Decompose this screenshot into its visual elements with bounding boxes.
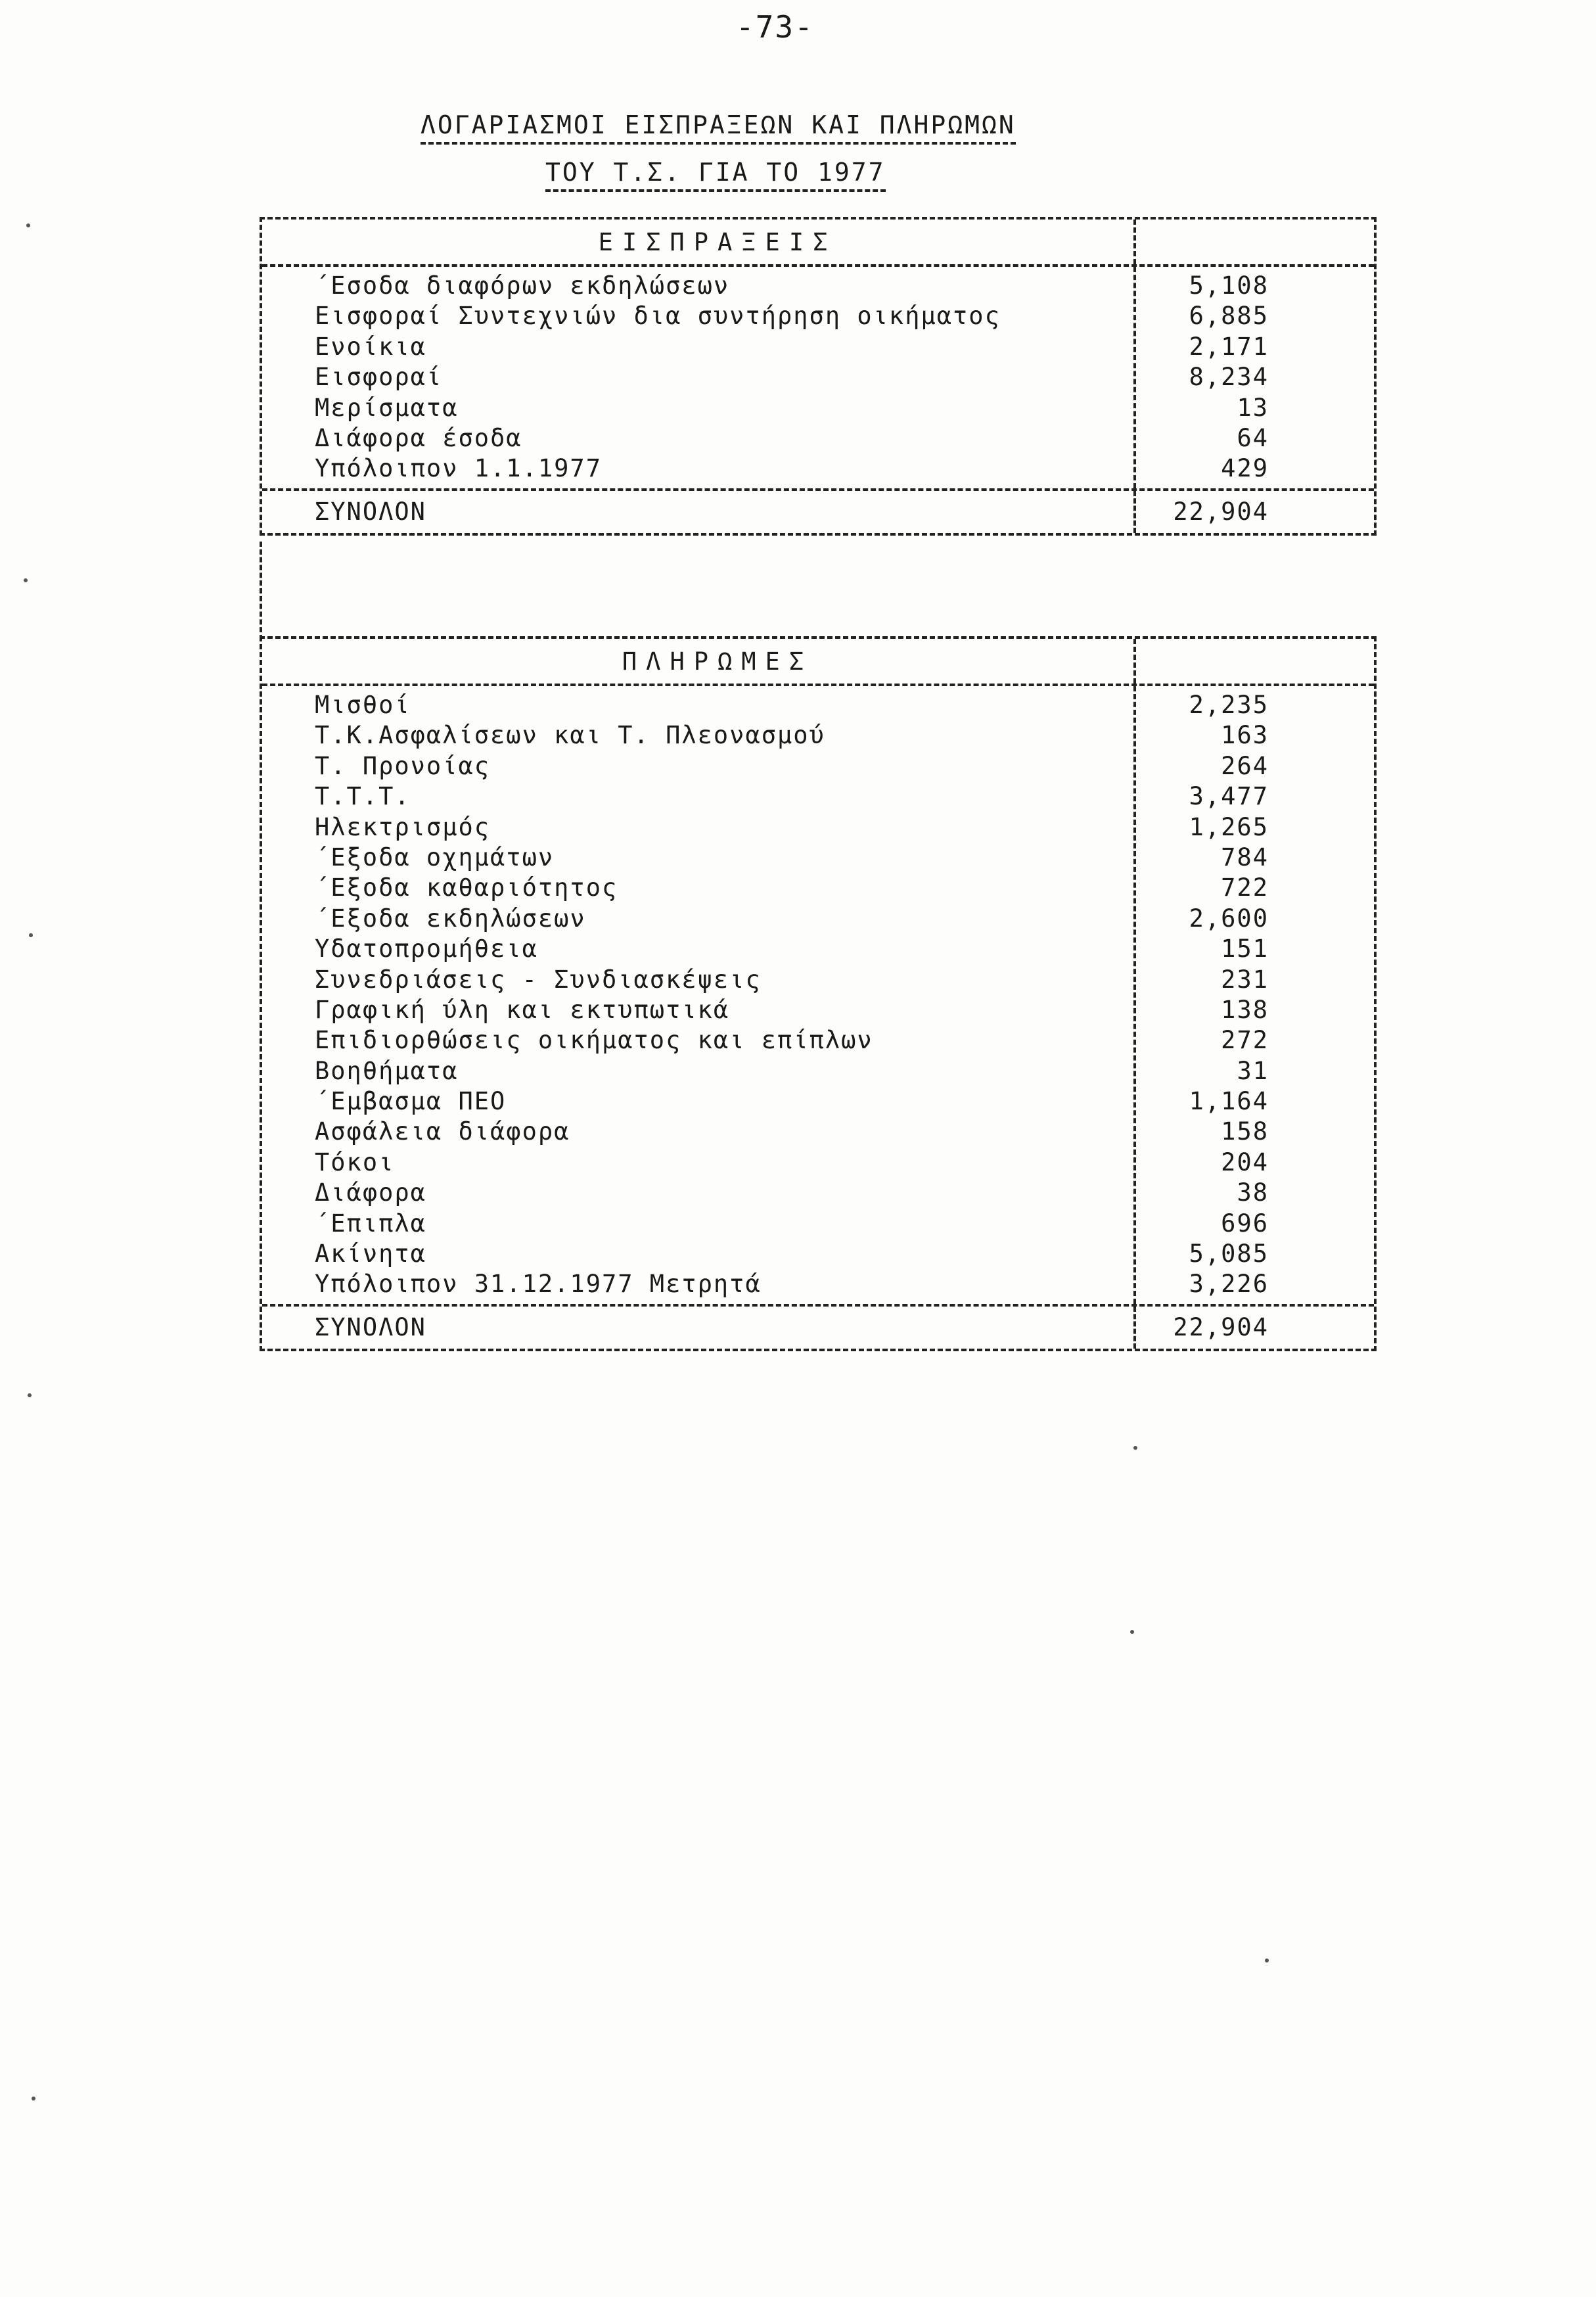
receipts-total-label: ΣΥΝΟΛΟΝ — [262, 491, 1136, 533]
table-row-label: Μερίσματα — [315, 393, 459, 422]
table-row-amount: 722 — [1221, 873, 1269, 902]
scan-speck — [1133, 1446, 1137, 1450]
page-number: -73- — [736, 9, 814, 45]
receipts-header — [262, 220, 1374, 267]
table-row-label: Διάφορα — [315, 1178, 426, 1207]
payments-table — [260, 636, 1377, 1351]
table-row-label: ΄Εξοδα οχημάτων — [315, 843, 555, 871]
scan-speck — [28, 1393, 32, 1397]
table-row-label: Ηλεκτρισμός — [315, 812, 491, 841]
table-row-label: ΄Εμβασμα ΠΕΟ — [315, 1087, 507, 1116]
table-row-label: ΄Εξοδα εκδηλώσεων — [315, 904, 586, 933]
table-row-amount: 2,235 — [1189, 691, 1269, 719]
receipts-body — [262, 267, 1374, 488]
document-title: ΛΟΓΑΡΙΑΣΜΟΙ ΕΙΣΠΡΑΞΕΩΝ ΚΑΙ ΠΛΗΡΩΜΩΝ — [421, 110, 1016, 145]
table-row-amount: 264 — [1221, 751, 1269, 780]
table-row-amount: 163 — [1221, 721, 1269, 750]
table-row-label: Γραφική ύλη και εκτυπωτικά — [315, 995, 730, 1024]
table-row-label: Βοηθήματα — [315, 1056, 459, 1085]
receipts-total-row — [262, 488, 1374, 533]
receipts-table — [260, 217, 1377, 536]
scan-speck — [1130, 1630, 1134, 1634]
payments-amount-header — [1136, 639, 1374, 684]
document-subtitle: ΤΟΥ Τ.Σ. ΓΙΑ ΤΟ 1977 — [545, 158, 886, 192]
receipts-labels — [262, 267, 1136, 488]
payments-heading: ΠΛΗΡΩΜΕΣ — [262, 639, 1136, 684]
table-row-label: Εισφοραί Συντεχνιών δια συντήρηση οικήματος — [315, 302, 1001, 331]
payments-amounts — [1136, 686, 1374, 1304]
table-row-amount: 204 — [1221, 1148, 1269, 1176]
scan-speck — [32, 2097, 35, 2100]
payments-total-amount: 22,904 — [1173, 1313, 1269, 1342]
table-row-label: Τ.Τ.Τ. — [315, 782, 411, 811]
scan-speck — [24, 578, 28, 582]
table-row-amount: 1,265 — [1189, 812, 1269, 841]
table-row-label: Συνεδριάσεις - Συνδιασκέψεις — [315, 965, 762, 994]
payments-labels — [262, 686, 1136, 1304]
table-row-label: Διάφορα έσοδα — [315, 423, 522, 452]
scan-speck — [1265, 1959, 1269, 1962]
table-row-label: ΄Εσοδα διαφόρων εκδηλώσεων — [315, 271, 730, 300]
table-row-label: Τόκοι — [315, 1148, 395, 1176]
table-row-amount: 5,085 — [1189, 1240, 1269, 1268]
receipts-total-amount: 22,904 — [1173, 498, 1269, 526]
table-row-amount: 38 — [1237, 1178, 1269, 1207]
table-row-label: Υπόλοιπον 1.1.1977 — [315, 454, 602, 483]
scan-speck — [26, 223, 30, 227]
table-row-amount: 138 — [1221, 995, 1269, 1024]
table-row-amount: 429 — [1221, 454, 1269, 483]
table-row-amount: 158 — [1221, 1117, 1269, 1146]
table-row-label: Ακίνητα — [315, 1240, 426, 1268]
table-row-amount: 2,171 — [1189, 332, 1269, 361]
scan-speck — [29, 933, 33, 937]
table-row-label: Τ. Προνοίας — [315, 751, 491, 780]
table-row-label: Μισθοί — [315, 691, 411, 719]
table-row-amount: 2,600 — [1189, 904, 1269, 933]
receipts-amounts — [1136, 267, 1374, 488]
table-row-amount: 696 — [1221, 1209, 1269, 1238]
table-row-amount: 3,477 — [1189, 782, 1269, 811]
receipts-heading: ΕΙΣΠΡΑΞΕΙΣ — [262, 220, 1136, 264]
receipts-amount-header — [1136, 220, 1374, 264]
table-row-amount: 13 — [1237, 393, 1269, 422]
table-row-amount: 5,108 — [1189, 271, 1269, 300]
table-row-amount: 6,885 — [1189, 302, 1269, 331]
table-row-amount: 64 — [1237, 423, 1269, 452]
payments-body — [262, 686, 1374, 1304]
table-row-amount: 3,226 — [1189, 1270, 1269, 1299]
table-row-amount: 1,164 — [1189, 1087, 1269, 1116]
table-row-label: Εισφοραί — [315, 363, 443, 392]
table-divider — [260, 542, 265, 640]
table-row-amount: 8,234 — [1189, 363, 1269, 392]
table-row-amount: 272 — [1221, 1026, 1269, 1055]
table-row-amount: 31 — [1237, 1056, 1269, 1085]
table-row-label: Ενοίκια — [315, 332, 426, 361]
table-row-amount: 231 — [1221, 965, 1269, 994]
table-row-label: Τ.Κ.Ασφαλίσεων και Τ. Πλεονασμού — [315, 721, 825, 750]
table-row-label: Υδατοπρομήθεια — [315, 935, 538, 963]
payments-total-label: ΣΥΝΟΛΟΝ — [262, 1307, 1136, 1349]
payments-total-row — [262, 1304, 1374, 1349]
table-row-label: ΄Επιπλα — [315, 1209, 426, 1238]
table-row-label: ΄Εξοδα καθαριότητος — [315, 873, 618, 902]
table-row-amount: 784 — [1221, 843, 1269, 871]
table-row-label: Ασφάλεια διάφορα — [315, 1117, 570, 1146]
table-row-label: Επιδιορθώσεις οικήματος και επίπλων — [315, 1026, 873, 1055]
table-row-amount: 151 — [1221, 935, 1269, 963]
payments-header — [262, 639, 1374, 686]
table-row-label: Υπόλοιπον 31.12.1977 Μετρητά — [315, 1270, 762, 1299]
